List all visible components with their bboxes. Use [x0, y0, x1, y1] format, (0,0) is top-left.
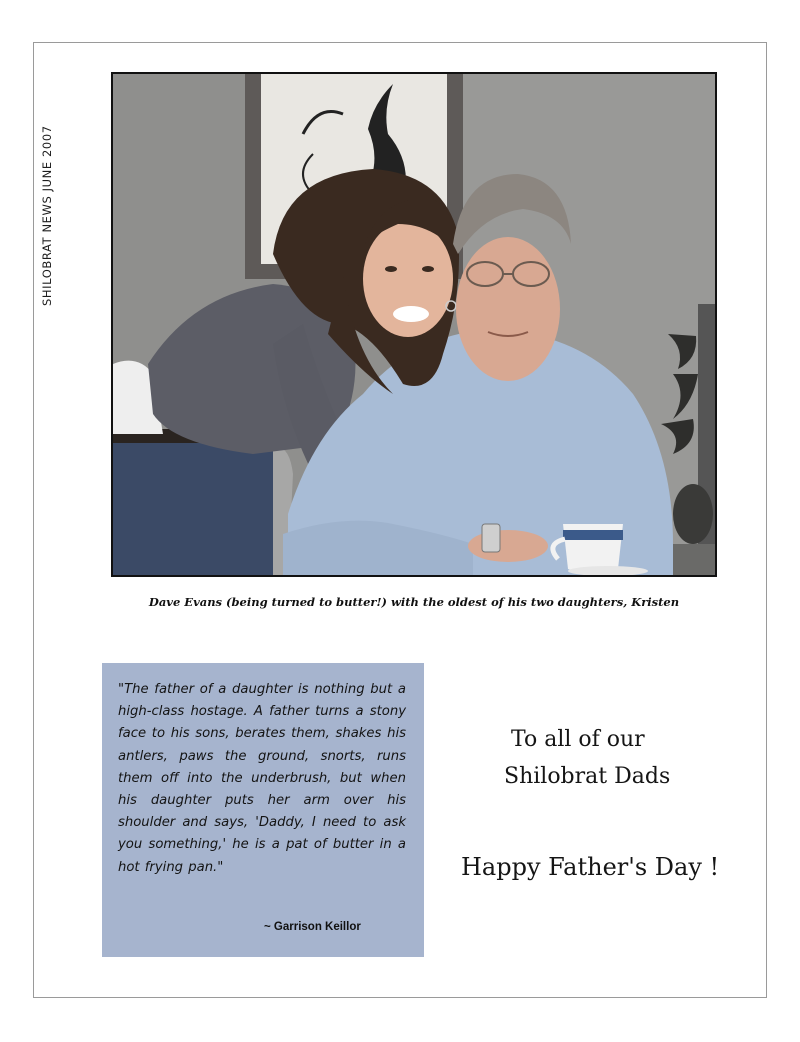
wristwatch: [482, 524, 500, 552]
daughter-jeans: [113, 434, 273, 575]
quote-author: ~ Garrison Keillor: [264, 921, 361, 933]
greeting-line-1: To all of our: [511, 727, 645, 752]
greeting-headline: Happy Father's Day !: [461, 853, 720, 881]
quote-text: "The father of a daughter is nothing but a high-class hostage. A father turns a stony face to his sons, berates them, shakes his antlers, paws the ground, snorts, runs them off into the underbrush, but when his daughter puts her arm over his shoulder and says, 'Daddy, I need to ask you something,' he is a pat of butter in a hot frying pan.": [118, 682, 406, 875]
quote-box: [102, 663, 424, 957]
hands: [468, 530, 548, 562]
greeting-line-2: Shilobrat Dads: [504, 764, 671, 789]
photo-caption: Dave Evans (being turned to butter!) with the oldest of his two daughters, Kristen: [148, 595, 680, 609]
newsletter-side-label: SHILOBRAT NEWS JUNE 2007: [40, 125, 54, 306]
father-daughter-photo: [111, 72, 717, 577]
father-face: [456, 237, 560, 381]
